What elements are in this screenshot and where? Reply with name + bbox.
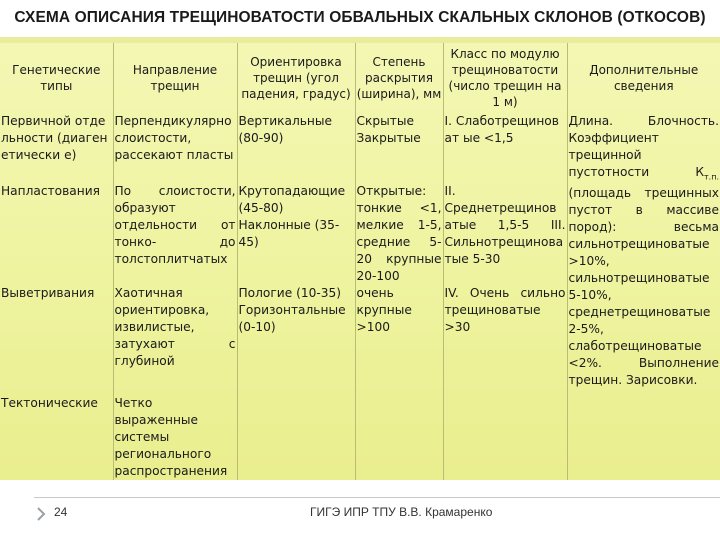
cell-opening — [355, 395, 443, 480]
cell-orientation: Крутопадающие (45-80) Наклонные (35-45) — [237, 183, 355, 285]
header-direction: Направление трещин — [113, 43, 237, 113]
extra-info-intro: Длина. Блочность. Коэффициент трещинной пустотности К — [568, 114, 719, 179]
cell-type: Первичной отдельности (диагенетически е) — [1, 114, 108, 162]
footer-credit: ГИГЭ ИПР ТПУ В.В. Крамаренко — [310, 505, 493, 519]
cell-orientation: Пологие (10-35) Горизонтальные (0-10) — [237, 285, 355, 395]
page-number: 24 — [54, 505, 68, 519]
header-genetic-types: Генетические типы — [12, 63, 101, 93]
cell-type: Выветривания — [1, 286, 95, 300]
header-class: Класс по модулю трещиноватости (число трещин на 1 м) — [443, 43, 567, 113]
cell-direction: По слоистости, образуют отдельности от тонко- до толстоплитчатых — [113, 183, 237, 285]
cell-type: Тектонические — [1, 396, 98, 410]
cell-orientation — [237, 395, 355, 480]
cell-opening: Скрытые Закрытые — [355, 113, 443, 183]
cell-direction: Хаотичная ориентировка, извилистые, затухают с глубиной — [113, 285, 237, 395]
table-row — [0, 113, 720, 183]
slide-title: СХЕМА ОПИСАНИЯ ТРЕЩИНОВАТОСТИ ОБВАЛЬНЫХ СКАЛЬНЫХ СКЛОНОВ (ОТКОСОВ) — [14, 9, 706, 26]
cell-orientation: Вертикальные (80-90) — [237, 113, 355, 183]
table-header-row — [0, 43, 720, 113]
cell-opening: очень крупные >100 — [355, 285, 443, 395]
header-extra-info: Дополнительные сведения — [567, 43, 720, 113]
chevron-right-icon — [36, 507, 46, 521]
cell-class: IV. Очень сильно трещиноватые >30 — [443, 285, 567, 395]
header-opening: Степень раскрытия (ширина), мм — [355, 43, 443, 113]
cell-opening: Открытые: тонкие <1, мелкие 1-5, средние 5-20 крупные 20-100 — [356, 184, 442, 283]
extra-info-body: (площадь трещинных пустот в массиве пород): весьма сильнотрещиноватые >10%, сильнотрещиноватые 5-10%, среднетрещиноватые 2-5%, слаботрещиноватые <2%. Выполнение трещин. Зарисовки. — [568, 186, 719, 388]
extra-info-subscript: т.п. — [704, 172, 719, 182]
cell-class — [443, 395, 567, 480]
footer-divider — [34, 497, 720, 498]
cell-class: II. Среднетрещинов атые 1,5-5 III. Сильнотрещинова тые 5-30 — [443, 183, 567, 285]
cell-type: Напластования — [1, 184, 100, 198]
cell-extra-info — [567, 113, 720, 480]
header-orientation: Ориентировка трещин (угол падения, градус) — [237, 43, 355, 113]
fracture-description-table — [0, 43, 720, 480]
cell-direction: Четко выраженные системы регионального распространения — [113, 395, 237, 480]
cell-class: I. Слаботрещиноват ые <1,5 — [443, 113, 567, 183]
cell-direction: Перпендикулярно слоистости, рассекают пласты — [113, 113, 237, 183]
